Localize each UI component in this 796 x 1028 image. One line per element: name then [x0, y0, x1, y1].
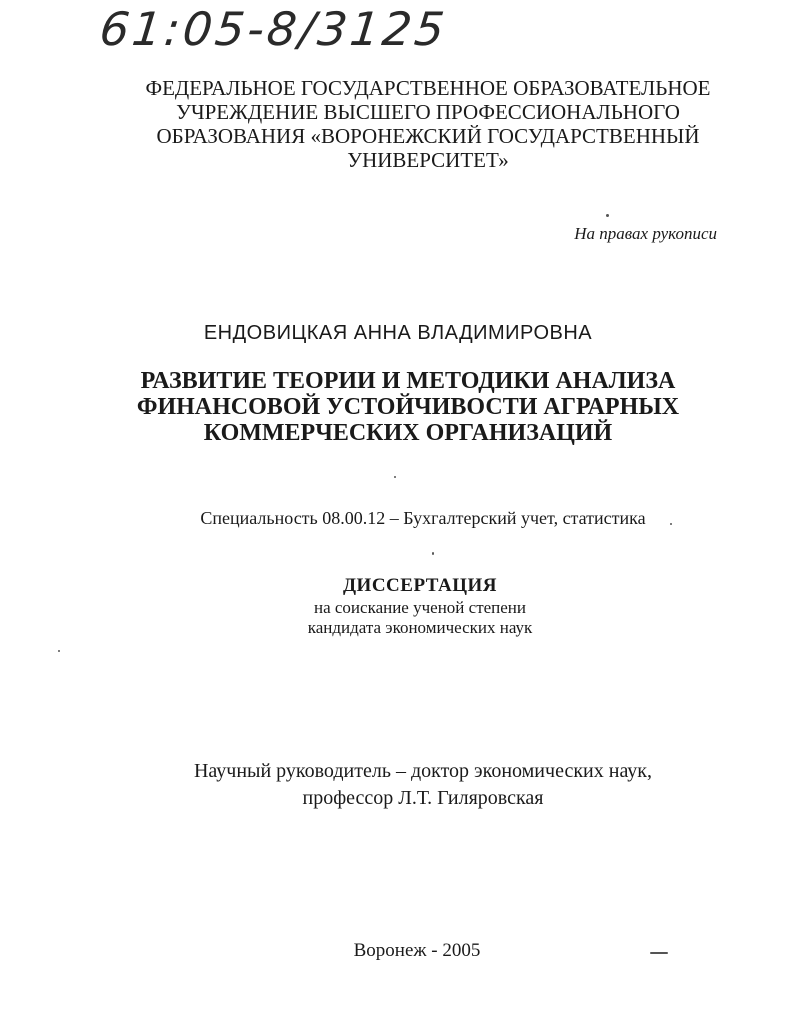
- scan-speck: [394, 476, 396, 478]
- thesis-title-line: РАЗВИТИЕ ТЕОРИИ И МЕТОДИКИ АНАЛИЗА: [140, 368, 676, 394]
- scan-speck: [650, 952, 668, 954]
- specialty: Специальность 08.00.12 – Бухгалтерский учет, статистика: [200, 508, 646, 528]
- thesis-title-line: ФИНАНСОВОЙ УСТОЙЧИВОСТИ АГРАРНЫХ: [136, 394, 680, 420]
- scan-speck: [58, 650, 60, 652]
- scientific-advisor: [0, 758, 796, 812]
- advisor-line: Научный руководитель – доктор экономических наук,: [193, 760, 653, 782]
- organization-line: УНИВЕРСИТЕТ»: [347, 148, 509, 172]
- thesis-title: [100, 368, 716, 446]
- organization-line: ФЕДЕРАЛЬНОЕ ГОСУДАРСТВЕННОЕ ОБРАЗОВАТЕЛЬНОЕ: [145, 76, 711, 100]
- organization-line: ОБРАЗОВАНИЯ «ВОРОНЕЖСКИЙ ГОСУДАРСТВЕННЫЙ: [156, 124, 700, 148]
- dissertation-label: ДИССЕРТАЦИЯ: [342, 575, 498, 596]
- scan-speck: [670, 523, 672, 525]
- organization-line: УЧРЕЖДЕНИЕ ВЫСШЕГО ПРОФЕССИОНАЛЬНОГО: [176, 100, 680, 124]
- scan-speck: [606, 214, 609, 217]
- manuscript-note: На правах рукописи: [574, 224, 717, 243]
- organization-header: [120, 76, 736, 172]
- degree-line: на соискание ученой степени: [313, 598, 527, 617]
- degree-line: кандидата экономических наук: [307, 618, 533, 637]
- handwritten-catalog-number: 61:05-8/3125: [97, 2, 450, 56]
- dissertation-block: [0, 574, 796, 638]
- place-and-year: Воронеж - 2005: [353, 940, 481, 961]
- scan-speck: [432, 552, 434, 555]
- advisor-line: профессор Л.Т. Гиляровская: [302, 787, 544, 809]
- author-name: ЕНДОВИЦКАЯ АННА ВЛАДИМИРОВНА: [203, 322, 593, 344]
- thesis-title-line: КОММЕРЧЕСКИХ ОРГАНИЗАЦИЙ: [203, 420, 613, 446]
